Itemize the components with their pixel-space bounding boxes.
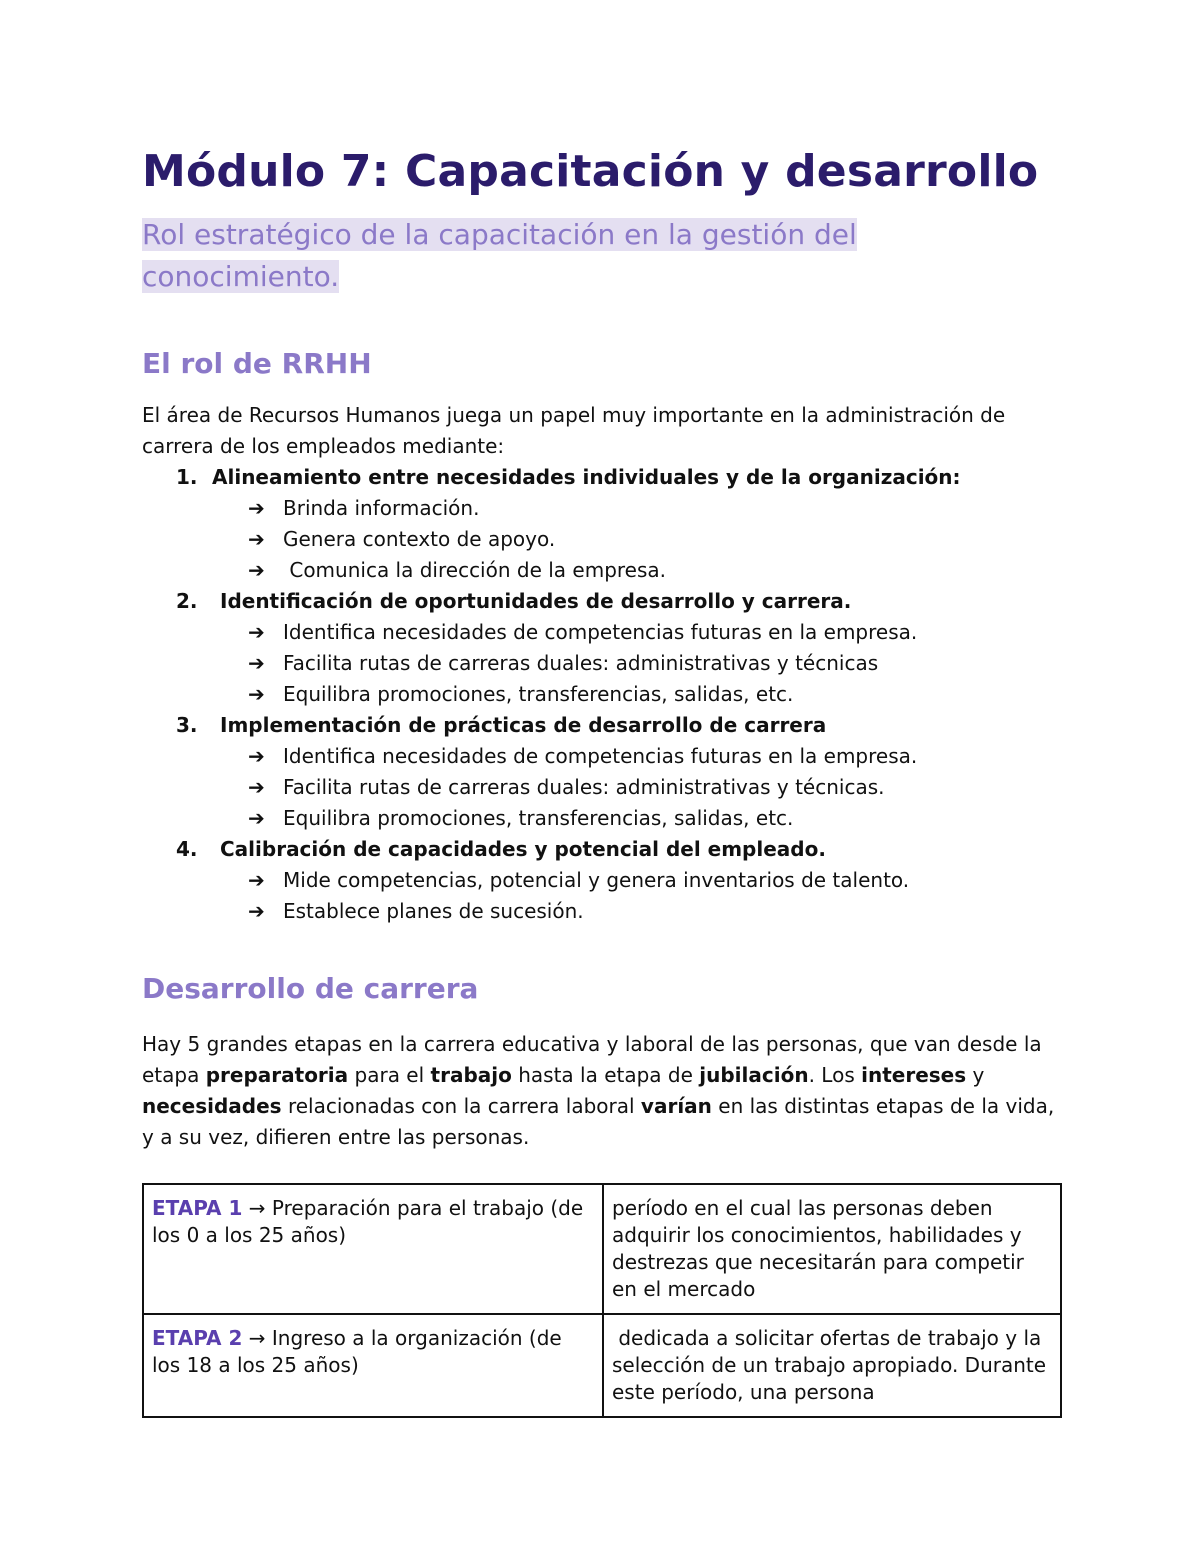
paragraph-text: relacionadas con la carrera laboral (281, 1094, 641, 1118)
paragraph-bold: intereses (861, 1063, 967, 1087)
list-number: 2. (176, 589, 198, 613)
stage-name: → Preparación para el trabajo (de los 0 a los 25 años) (152, 1196, 584, 1247)
table-cell-description: dedicada a solicitar ofertas de trabajo y la selección de un trabajo apropiado. Durante este período, una persona (603, 1314, 1061, 1417)
table-cell-stage (143, 1314, 603, 1417)
sub-list-item-text: Establece planes de sucesión. (283, 899, 584, 923)
sub-list (142, 865, 1062, 927)
sub-list-item-text: Identifica necesidades de competencias futuras en la empresa. (283, 620, 918, 644)
sub-list (142, 617, 1062, 710)
table-row (143, 1184, 1061, 1314)
paragraph-text: . Los (808, 1063, 862, 1087)
list-item (142, 462, 1062, 586)
sub-list-item (142, 772, 1062, 803)
sub-list (142, 493, 1062, 586)
arrow-bullet-icon: ➔ (248, 620, 265, 644)
list-number: 4. (176, 837, 198, 861)
sub-list-item-text: Mide competencias, potencial y genera inventarios de talento. (283, 868, 910, 892)
list-item (142, 586, 1062, 710)
rrhh-intro-paragraph: El área de Recursos Humanos juega un papel muy importante en la administración de carrera de los empleados mediante: (142, 403, 1006, 458)
page-title: Módulo 7: Capacitación y desarrollo (142, 146, 1039, 197)
list-item-title: Identificación de oportunidades de desarrollo y carrera. (220, 589, 852, 613)
arrow-bullet-icon: ➔ (248, 558, 265, 582)
stage-label: ETAPA 2 (152, 1326, 243, 1350)
sub-list-item (142, 648, 1062, 679)
list-number: 1. (176, 465, 198, 489)
stages-table (142, 1183, 1062, 1418)
list-item-title-text: Alineamiento entre necesidades individuales y de la organización (212, 465, 953, 489)
section-heading-carrera: Desarrollo de carrera (142, 972, 479, 1005)
subtitle-highlight: Rol estratégico de la capacitación en la gestión del conocimiento. (142, 218, 857, 293)
sub-list-item-text: Equilibra promociones, transferencias, salidas, etc. (283, 806, 794, 830)
section-heading-rrhh: El rol de RRHH (142, 347, 372, 380)
sub-list-item (142, 741, 1062, 772)
arrow-bullet-icon: ➔ (248, 527, 265, 551)
carrera-paragraph (142, 1029, 1062, 1153)
list-item-title-suffix: : (952, 465, 961, 489)
list-item-title: Implementación de prácticas de desarrollo de carrera (220, 713, 827, 737)
list-item-title (142, 462, 1062, 493)
list-item-title: Calibración de capacidades y potencial del empleado. (220, 837, 826, 861)
paragraph-text: hasta la etapa de (511, 1063, 700, 1087)
arrow-bullet-icon: ➔ (248, 775, 265, 799)
paragraph-text: y (966, 1063, 985, 1087)
sub-list-item-text: Comunica la dirección de la empresa. (283, 558, 667, 582)
sub-list-item (142, 896, 1062, 927)
list-item (142, 834, 1062, 927)
paragraph-bold: jubilación (699, 1063, 809, 1087)
sub-list-item (142, 524, 1062, 555)
arrow-bullet-icon: ➔ (248, 899, 265, 923)
sub-list (142, 741, 1062, 834)
paragraph-bold: necesidades (142, 1094, 282, 1118)
page-subtitle (142, 214, 882, 298)
arrow-bullet-icon: ➔ (248, 496, 265, 520)
sub-list-item (142, 617, 1062, 648)
arrow-bullet-icon: ➔ (248, 806, 265, 830)
sub-list-item (142, 679, 1062, 710)
sub-list-item-text: Genera contexto de apoyo. (283, 527, 556, 551)
sub-list-item (142, 803, 1062, 834)
sub-list-item (142, 493, 1062, 524)
table-row (143, 1314, 1061, 1417)
rrhh-numbered-list (142, 462, 1062, 927)
sub-list-item-text: Equilibra promociones, transferencias, salidas, etc. (283, 682, 794, 706)
arrow-bullet-icon: ➔ (248, 744, 265, 768)
sub-list-item-text: Brinda información. (283, 496, 480, 520)
paragraph-bold: trabajo (430, 1063, 512, 1087)
sub-list-item-text: Facilita rutas de carreras duales: administrativas y técnicas. (283, 775, 885, 799)
sub-list-item-text: Identifica necesidades de competencias futuras en la empresa. (283, 744, 918, 768)
paragraph-text: Hay 5 grandes etapas en la carrera educativa y laboral de las personas, que van desde la etapa (142, 1032, 1042, 1087)
arrow-bullet-icon: ➔ (248, 868, 265, 892)
sub-list-item-text: Facilita rutas de carreras duales: administrativas y técnicas (283, 651, 879, 675)
list-number: 3. (176, 713, 198, 737)
sub-list-item (142, 865, 1062, 896)
paragraph-bold: preparatoria (205, 1063, 349, 1087)
paragraph-text: para el (348, 1063, 431, 1087)
arrow-bullet-icon: ➔ (248, 682, 265, 706)
sub-list-item (142, 555, 1062, 586)
paragraph-bold: varían (640, 1094, 712, 1118)
document-page (142, 140, 1062, 1418)
paragraph-text: en las distintas etapas de la vida, y a su vez, difieren entre las personas. (142, 1094, 1055, 1149)
arrow-bullet-icon: ➔ (248, 651, 265, 675)
stage-name: → Ingreso a la organización (de los 18 a los 25 años) (152, 1326, 562, 1377)
stage-label: ETAPA 1 (152, 1196, 243, 1220)
list-item (142, 710, 1062, 834)
table-cell-stage (143, 1184, 603, 1314)
table-cell-description: período en el cual las personas deben adquirir los conocimientos, habilidades y destrezas que necesitarán para competir en el mercado (603, 1184, 1061, 1314)
